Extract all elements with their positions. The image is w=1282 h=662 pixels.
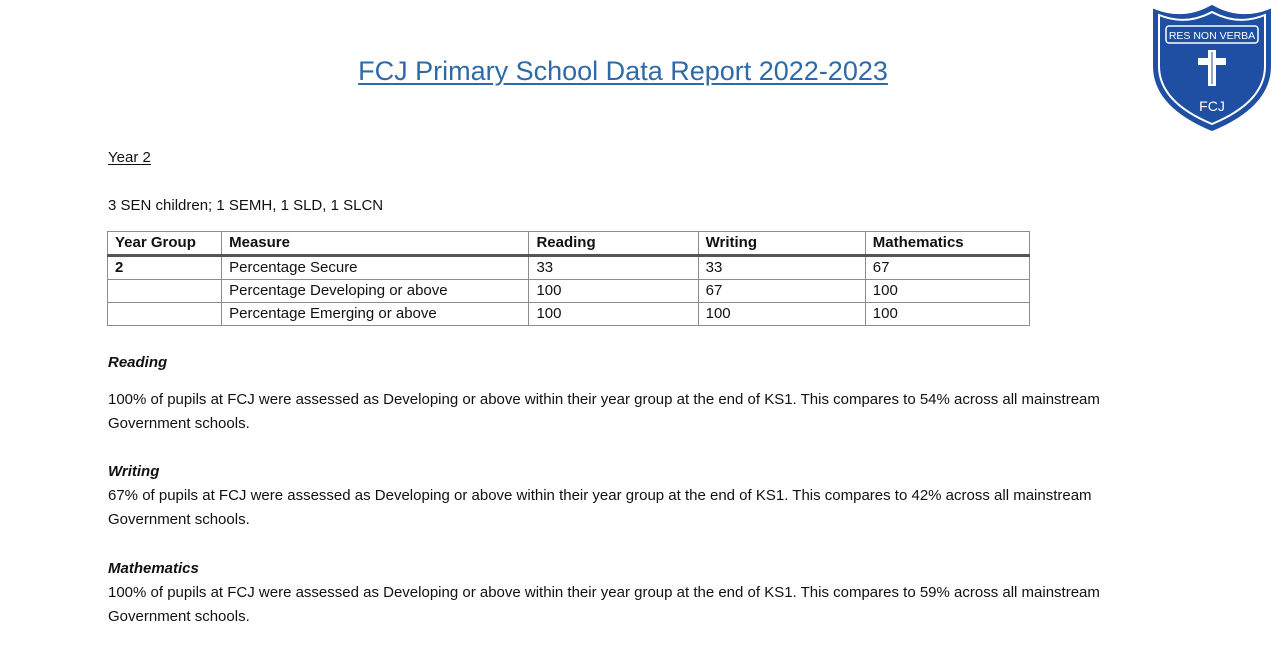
table-row: [108, 303, 1030, 326]
header-measure: Measure: [222, 232, 529, 256]
cell-reading: 100: [529, 303, 698, 326]
mathematics-paragraph: 100% of pupils at FCJ were assessed as Developing or above within their year group at the end of KS1. This compares to 59% across all mainstream Government schools.: [108, 584, 1100, 625]
mathematics-heading: Mathematics: [108, 560, 199, 577]
cell-reading: 100: [529, 280, 698, 303]
cell-writing: 100: [698, 303, 865, 326]
document-title: FCJ Primary School Data Report 2022-2023: [358, 56, 888, 86]
table-header-row: [108, 232, 1030, 256]
header-year-group: Year Group: [108, 232, 222, 256]
svg-text:RES NON VERBA: RES NON VERBA: [1168, 30, 1256, 42]
cell-measure: Percentage Developing or above: [222, 280, 529, 303]
cell-writing: 67: [698, 280, 865, 303]
cell-mathematics: 100: [865, 280, 1029, 303]
svg-text:FCJ: FCJ: [1199, 98, 1225, 114]
school-crest-logo: [1150, 4, 1274, 132]
cell-measure: Percentage Secure: [222, 256, 529, 280]
reading-paragraph: 100% of pupils at FCJ were assessed as Developing or above within their year group at the end of KS1. This compares to 54% across all mainstream Government schools.: [108, 391, 1100, 432]
cell-writing: 33: [698, 256, 865, 280]
table-row: [108, 256, 1030, 280]
sen-summary: 3 SEN children; 1 SEMH, 1 SLD, 1 SLCN: [108, 197, 384, 214]
header-writing: Writing: [698, 232, 865, 256]
writing-paragraph: 67% of pupils at FCJ were assessed as Developing or above within their year group at the end of KS1. This compares to 42% across all mainstream Government schools.: [108, 487, 1092, 528]
cell-mathematics: 100: [865, 303, 1029, 326]
year-heading: Year 2: [108, 149, 151, 166]
header-mathematics: Mathematics: [865, 232, 1029, 256]
results-table: [107, 231, 1030, 326]
cell-reading: 33: [529, 256, 698, 280]
cell-measure: Percentage Emerging or above: [222, 303, 529, 326]
cell-mathematics: 67: [865, 256, 1029, 280]
cell-year-group: 2: [108, 256, 222, 280]
table-row: [108, 280, 1030, 303]
cell-year-group: [108, 303, 222, 326]
cell-year-group: [108, 280, 222, 303]
writing-heading: Writing: [108, 463, 160, 480]
reading-heading: Reading: [108, 354, 168, 371]
header-reading: Reading: [529, 232, 698, 256]
